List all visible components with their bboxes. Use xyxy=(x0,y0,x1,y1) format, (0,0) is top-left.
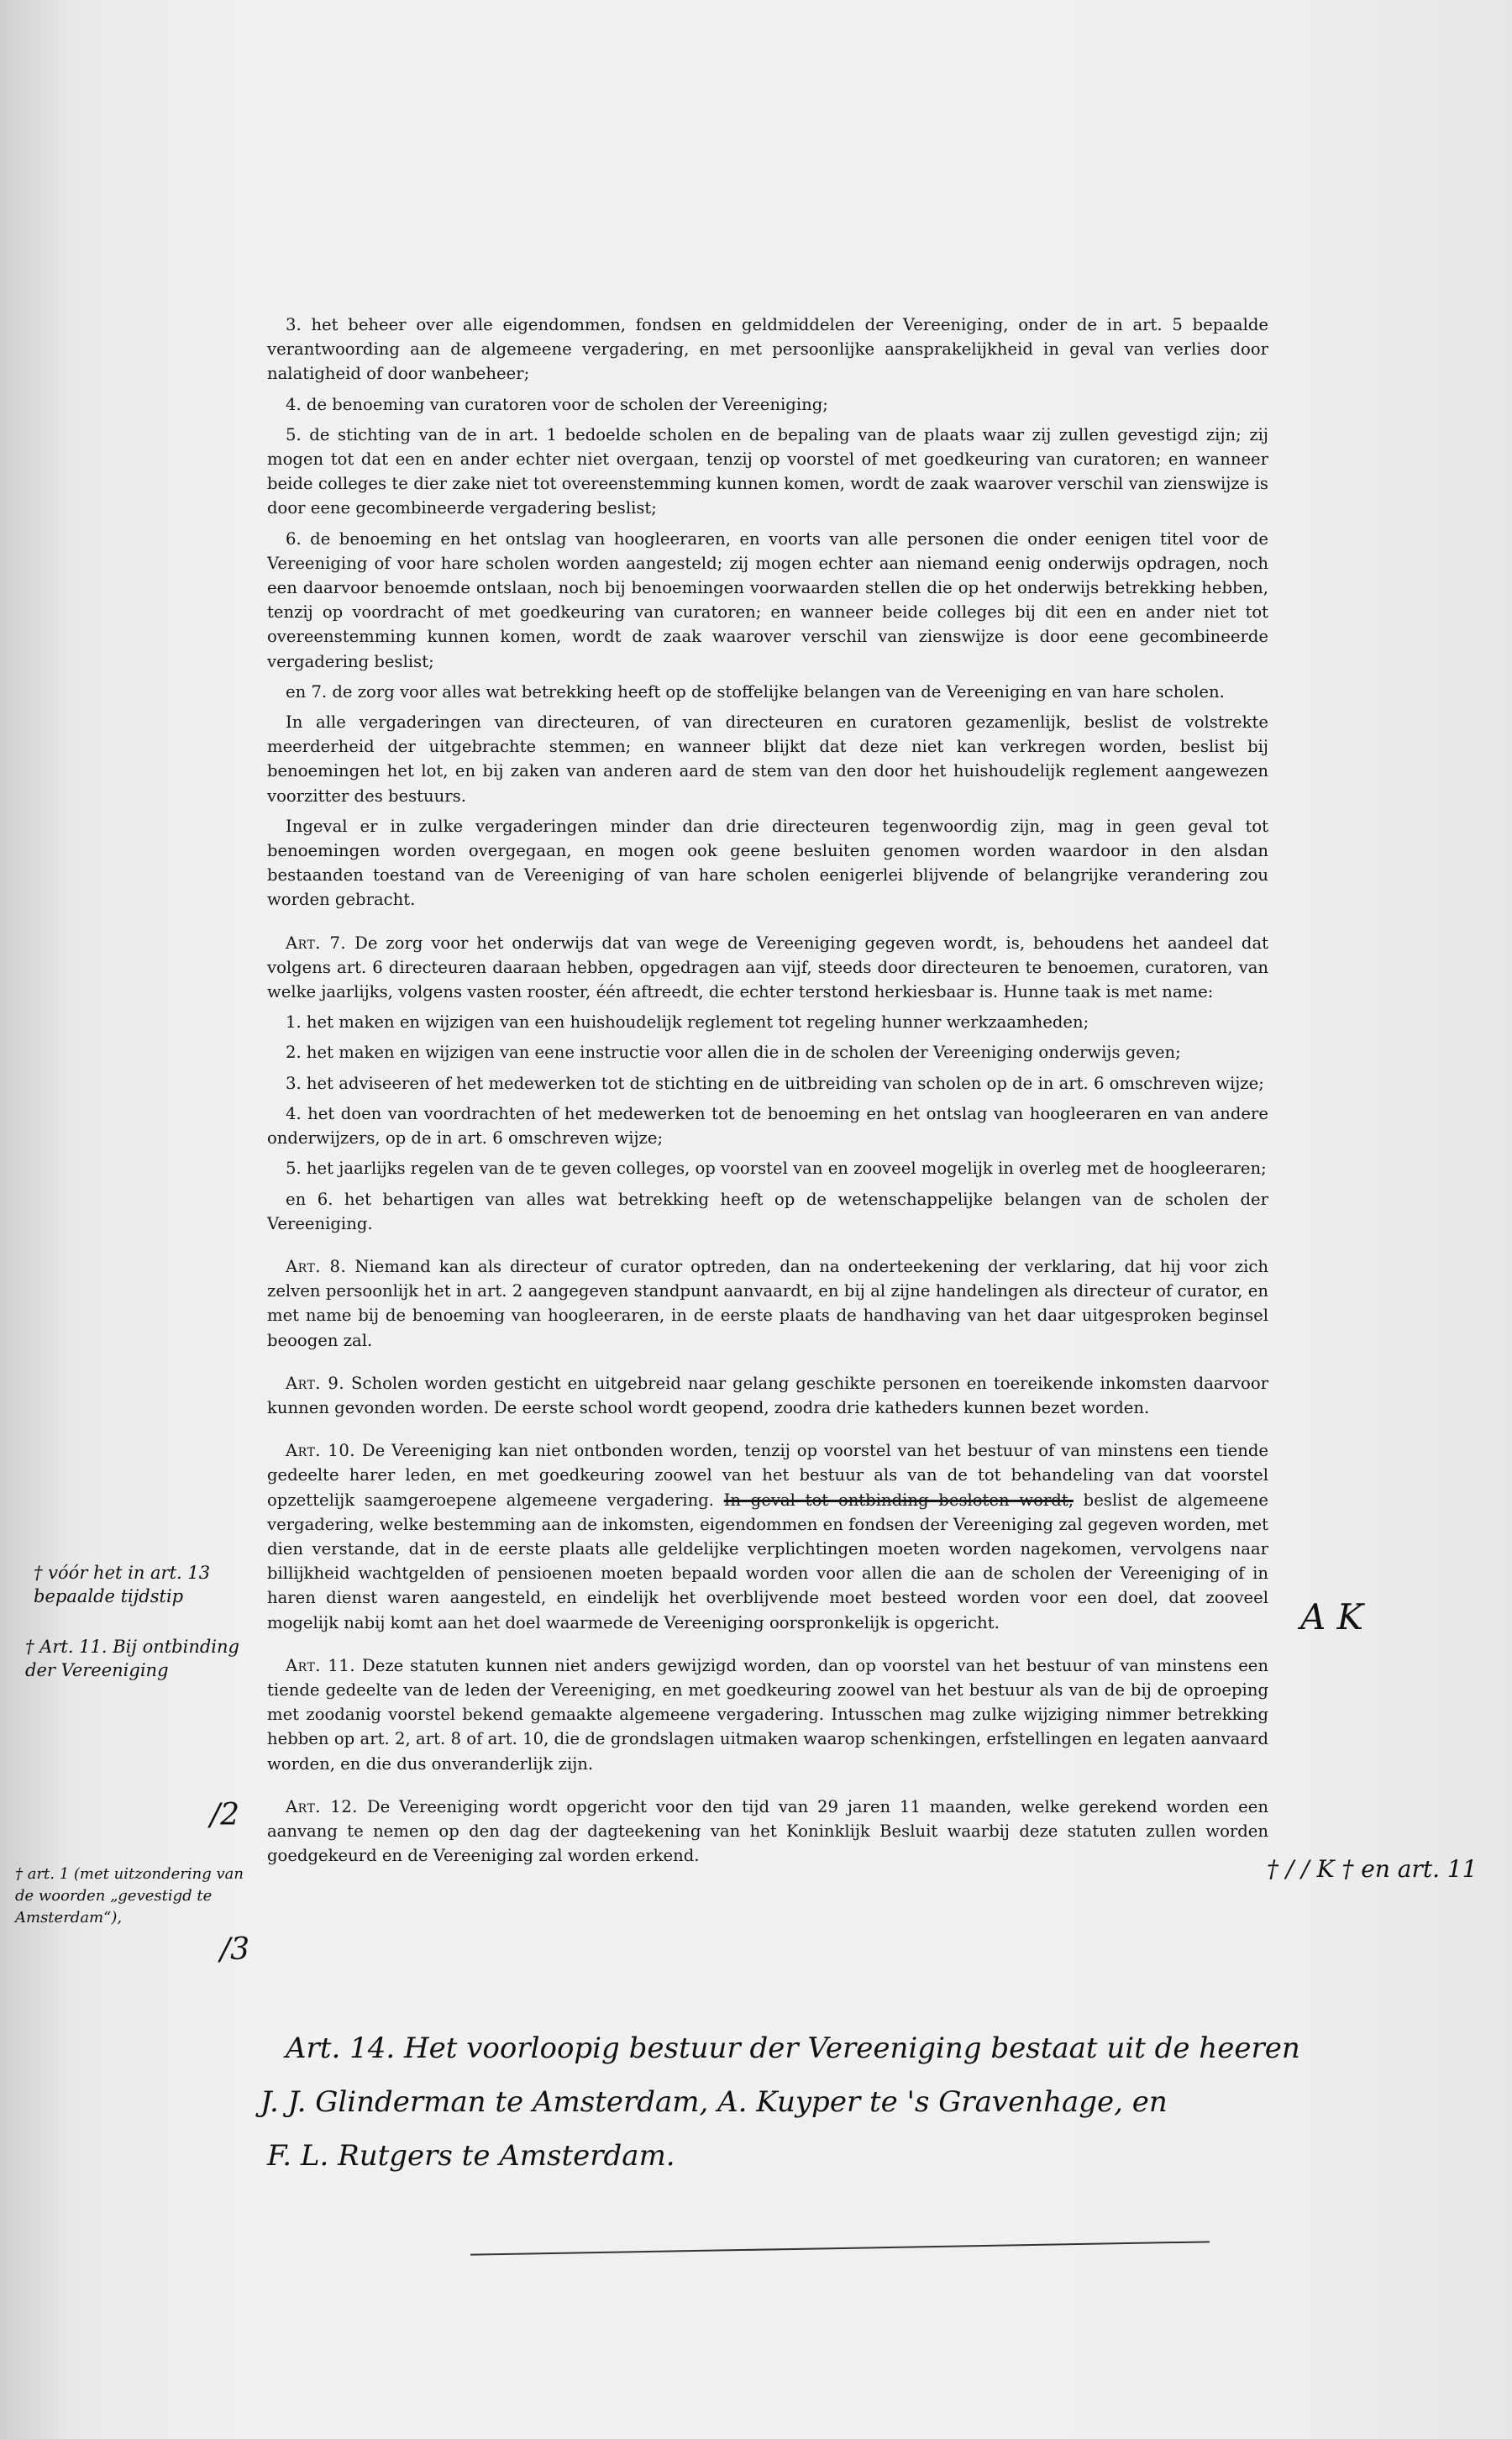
article-body: De Vereeniging wordt opgericht voor den tijd van 29 jaren 11 maanden, welke gerekend worden een aanvang te nemen op den dag der dagteekening van het Koninklijk Besluit waarbij deze statuten zullen worden goedgekeurd en de Vereeniging zal worden erkend. xyxy=(267,1796,1268,1866)
article-11 xyxy=(267,1653,1268,1776)
article-label: Art. 9. xyxy=(286,1373,345,1393)
paragraph-item-3: 3. het beheer over alle eigendommen, fondsen en geldmiddelen der Vereeniging, onder de in art. 5 bepaalde verantwoording aan de algemeene vergadering, en met persoonlijke aansprakelijkheid in geval van verlies door nalatigheid of door wanbeheer; xyxy=(267,315,1268,384)
article-label: Art. 7. xyxy=(286,933,347,953)
handwritten-number-13: /3 xyxy=(220,1932,250,1967)
article-label: Art. 8. xyxy=(286,1256,347,1276)
article-body: De Vereeniging kan niet ontbonden worden, tenzij op voorstel van het bestuur of van minstens een tiende gedeelte harer leden, en met goedkeuring zoowel van het bestuur als van de tot behandeling van dat voorstel opzettelijk saamgeroepene algemeene vergadering. xyxy=(267,1441,1269,1510)
article-body: De zorg voor het onderwijs dat van wege de Vereeniging gegeven wordt, is, behoudens het aandeel dat volgens art. 6 directeuren daaraan hebben, opgedragen aan vijf, steeds door directeuren te benoemen, curatoren, van welke jaarlijks, volgens vasten rooster, één aftreedt, die echter terstond herkiesbaar is. Hunne taak is met name: xyxy=(267,933,1269,1002)
curator-task-6: en 6. het behartigen van alles wat betrekking heeft op de wetenschappelijke belangen van de scholen der Vereeniging. xyxy=(267,1189,1268,1233)
article-body: Niemand kan als directeur of curator optreden, dan na onderteekening der verklaring, dat hij voor zich zelven persoonlijk het in art. 2 aangegeven standpunt aanvaardt, en bij al zijne handelingen als directeur of curator, en met name bij de benoeming van hoogleeraren, in de eerste plaats de handhaving van het daar uitgesproken beginsel beoogen zal. xyxy=(267,1256,1268,1350)
handwritten-number-12: /2 xyxy=(210,1798,240,1832)
page-edge-shadow xyxy=(0,0,59,2439)
margin-note-article-10: † vóór het in art. 13 bepaalde tijdstip xyxy=(34,1563,211,1606)
article-12 xyxy=(267,1795,1268,1869)
paragraph-votes: In alle vergaderingen van directeuren, of van directeuren en curatoren gezamenlijk, beslist de volstrekte meerderheid der uitgebrachte stemmen; en wanneer blijkt dat deze niet kan verkregen worden, beslist bij benoemingen het lot, en bij zaken van anderen aard de stem van den door het huishoudelijk reglement aangewezen voorzitter des bestuurs. xyxy=(267,712,1268,806)
paragraph-item-5: 5. de stichting van de in art. 1 bedoelde scholen en de bepaling van de plaats waar zij zullen gevestigd zijn; zij mogen tot dat een en ander echter niet overgaan, tenzij op voorstel of met goedkeuring van curatoren; en wanneer beide colleges te dier zake niet tot overeenstemming kunnen komen, wordt de zaak waarover verschil van zienswijze is door eene gecombineerde vergadering beslist; xyxy=(267,424,1268,518)
signature-line xyxy=(470,2241,1210,2255)
curator-task-3: 3. het adviseeren of het medewerken tot de stichting en de uitbreiding van scholen op de in art. 6 omschreven wijze; xyxy=(286,1073,1264,1093)
article-body: Deze statuten kunnen niet anders gewijzigd worden, dan op voorstel van het bestuur of van minstens een tiende gedeelte van de leden der Vereeniging, en met goedkeuring zoowel van het bestuur als van de bij de oproeping met zoodanig voorstel bekend gemaakte algemeene vergadering. Intusschen mag zulke wijziging nimmer betrekking hebben op art. 2, art. 8 of art. 10, die de grondslagen uitmaken waarop schenkingen, erfstellingen en legaten aanvaard worden, en die dus onveranderlijk zijn. xyxy=(267,1655,1269,1774)
paragraph-item-7: en 7. de zorg voor alles wat betrekking heeft op de stoffelijke belangen van de Vereeniging en van hare scholen. xyxy=(286,681,1225,702)
article-body: Scholen worden gesticht en uitgebreid naar gelang geschikte personen en toereikende inkomsten daarvoor kunnen gevonden worden. De eerste school wordt geopend, zoodra drie katheders kunnen bezet worden. xyxy=(267,1373,1268,1417)
paragraph-item-4: 4. de benoeming van curatoren voor de scholen der Vereeniging; xyxy=(286,394,828,414)
curator-task-1: 1. het maken en wijzigen van een huishoudelijk reglement tot regeling hunner werkzaamheden; xyxy=(286,1012,1089,1033)
margin-note-article-11: † Art. 11. Bij ontbinding der Vereeniging xyxy=(25,1637,239,1680)
statutes-text xyxy=(267,313,1268,1874)
curator-task-4: 4. het doen van voordrachten of het medewerken tot de benoeming en het ontslag van hoogleeraren en van andere onderwijzers, op de in art. 6 omschreven wijze; xyxy=(267,1103,1268,1149)
handwritten-initials: A K xyxy=(1300,1596,1364,1637)
article-9 xyxy=(267,1371,1268,1420)
curator-task-2: 2. het maken en wijzigen van eene instructie voor allen die in de scholen der Vereeniging onderwijs geven; xyxy=(286,1043,1181,1063)
article-label: Art. 10. xyxy=(286,1441,356,1461)
struck-text: In geval tot ontbinding besloten wordt, xyxy=(723,1490,1074,1510)
paragraph-item-6: 6. de benoeming en het ontslag van hoogleeraren, en voorts van alle personen die onder eenigen titel voor de Vereeniging of voor hare scholen worden aangesteld; zij mogen echter aan niemand eenig onderwijs opdragen, noch een daarvoor benoemde ontslaan, noch bij benoemingen voorwaarden stellen die op het onderwijs betrekking hebben, tenzij op voordracht of met goedkeuring van curatoren; en wanneer beide colleges bij dit een en ander niet tot overeenstemming kunnen komen, wordt de zaak waarover verschil van zienswijze is door eene gecombineerde vergadering beslist; xyxy=(267,528,1268,671)
margin-note-right-art-11: † / / K † en art. 11 xyxy=(1267,1855,1478,1883)
article-body-continued: beslist de algemeene vergadering, welke bestemming aan de inkomsten, eigendommen en fondsen der Vereeniging zal gegeven worden, met dien verstande, dat in de eerste plaats alle geldelijke verplichtingen moeten worden nagekomen, vervolgens naar billijkheid wachtgelden of pensioenen moeten bepaald worden voor allen die aan de scholen der Vereeniging of in haren dienst waren aangesteld, en eindelijk het overblijvende moet besteed worden voor een doel, dat zooveel mogelijk nabij komt aan het doel waarmede de Vereeniging oorspronkelijk is opgericht. xyxy=(267,1490,1268,1632)
handwritten-art-14-line-2: J. J. Glinderman te Amsterdam, A. Kuyper te 's Gravenhage, en xyxy=(260,2085,1168,2119)
article-8 xyxy=(267,1254,1268,1353)
article-label: Art. 12. xyxy=(286,1796,359,1816)
handwritten-art-14-line-1: Art. 14. Het voorloopig bestuur der Vereeniging bestaat uit de heeren xyxy=(286,2032,1300,2065)
margin-note-art-1: † art. 1 (met uitzondering van de woorden „gevestigd te Amsterdam“), xyxy=(15,1865,244,1926)
curator-task-5: 5. het jaarlijks regelen van de te geven colleges, op voorstel van en zooveel mogelijk in overleg met de hoogleeraren; xyxy=(286,1159,1267,1179)
handwritten-art-14-line-3: F. L. Rutgers te Amsterdam. xyxy=(267,2139,675,2173)
article-7 xyxy=(267,931,1268,1005)
article-10 xyxy=(267,1438,1268,1635)
paragraph-quorum: Ingeval er in zulke vergaderingen minder dan drie directeuren tegenwoordig zijn, mag in geen geval tot benoemingen worden overgegaan, en mogen ook geene besluiten genomen worden waardoor in den alsdan bestaanden toestand van de Vereeniging of van hare scholen eenigerlei blijvende of belangrijke verandering zou worden gebracht. xyxy=(267,816,1268,910)
article-label: Art. 11. xyxy=(286,1655,356,1675)
